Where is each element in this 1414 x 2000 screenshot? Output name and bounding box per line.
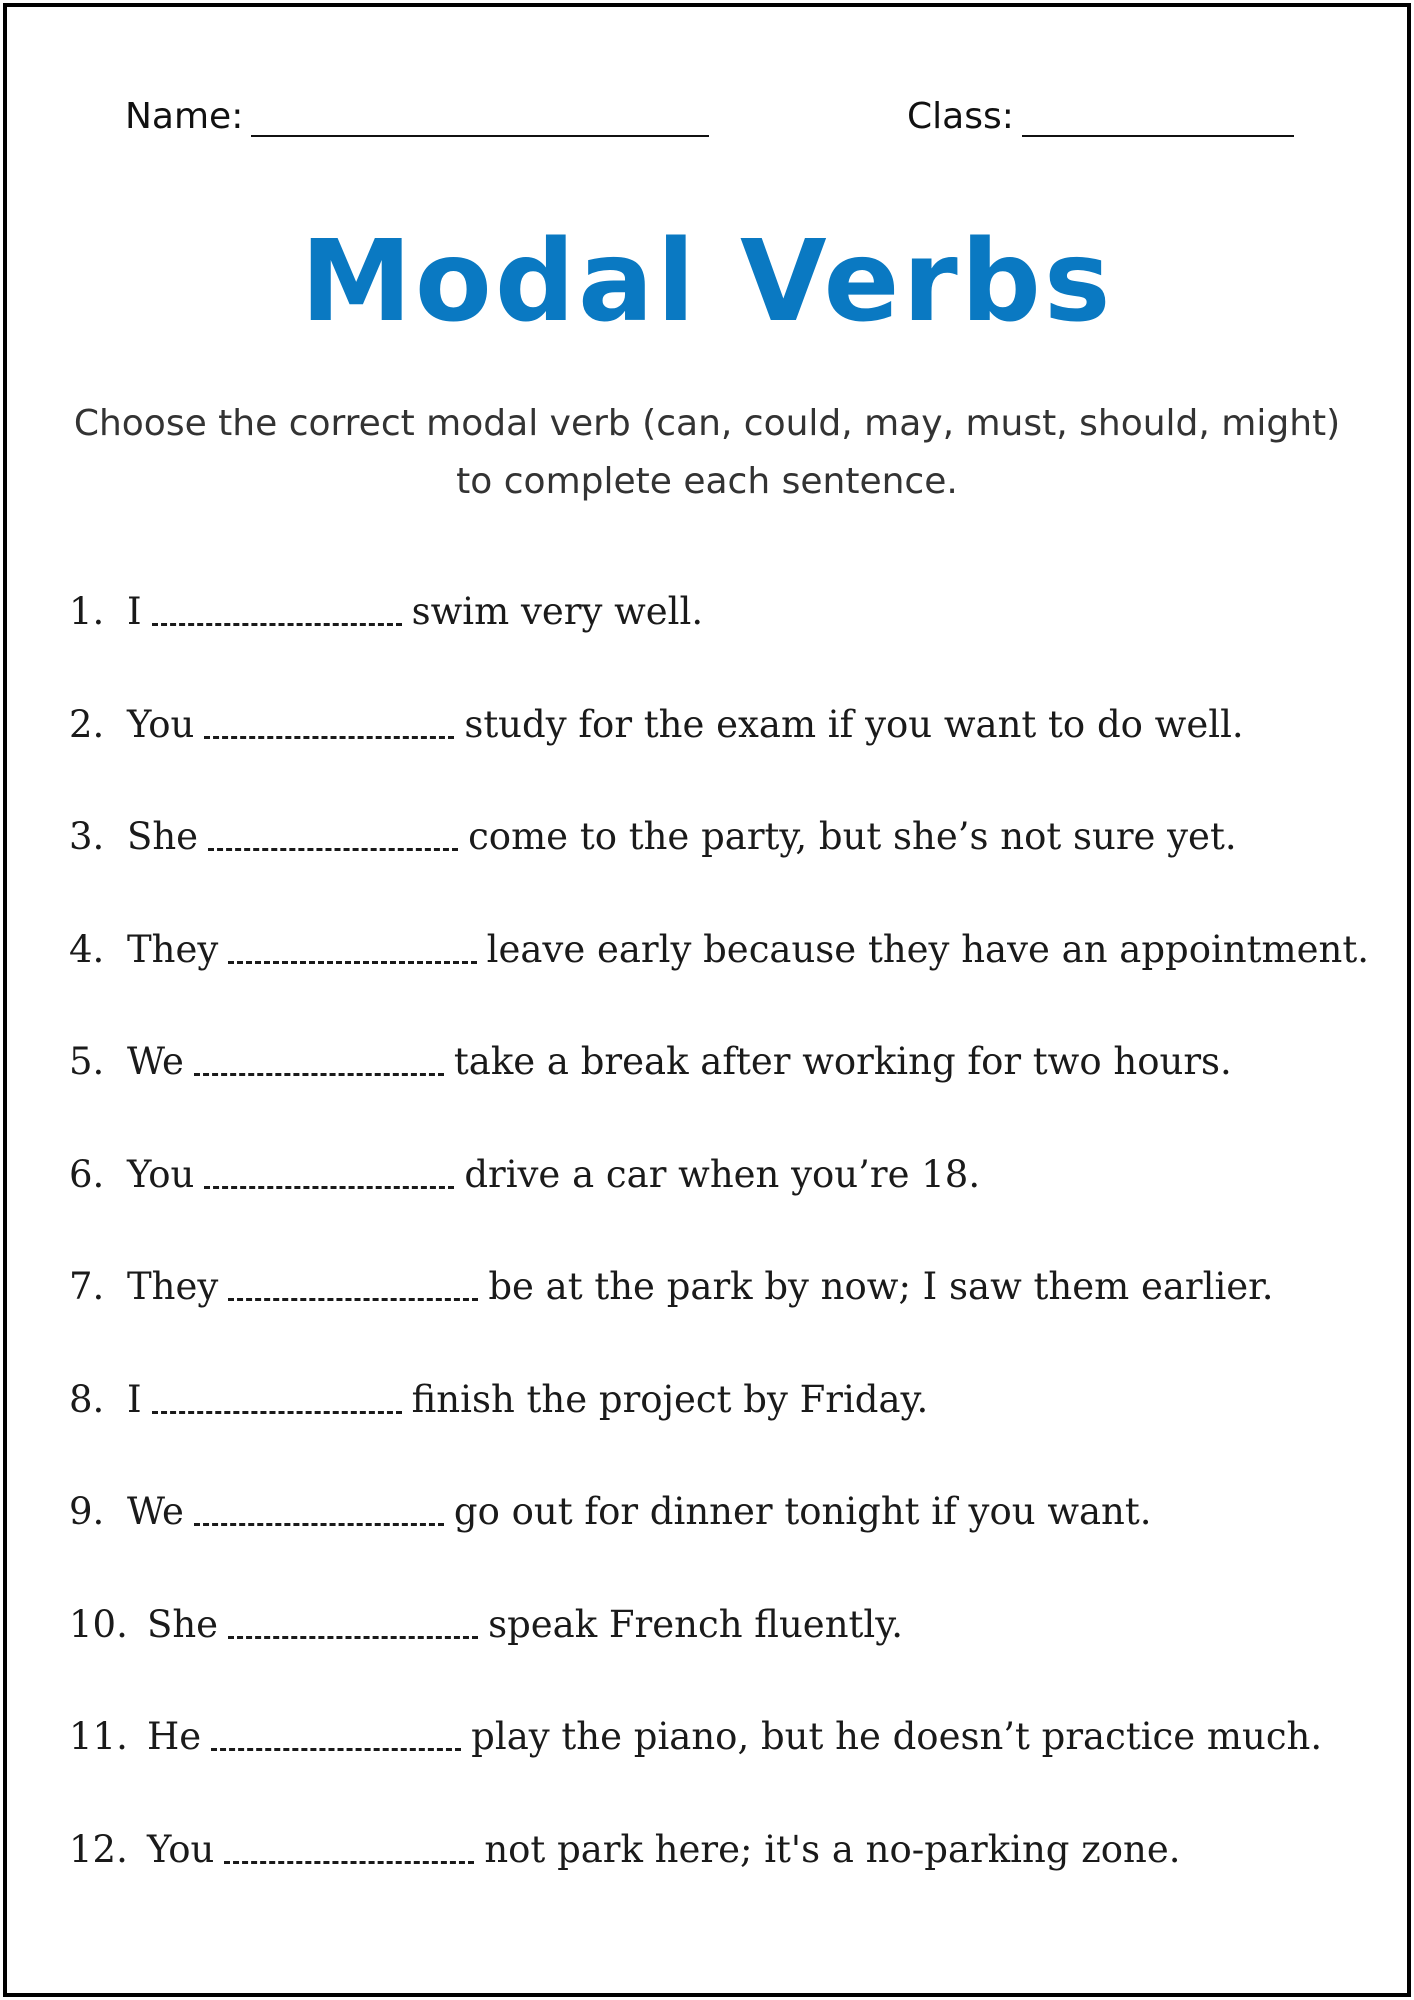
worksheet-page <box>3 3 1411 1997</box>
question-text: go out for dinner tonight if you want. <box>453 1490 1152 1533</box>
question-text: play the piano, but he doesn’t practice much. <box>471 1715 1323 1758</box>
answer-blank[interactable] <box>224 1825 474 1864</box>
question-subject: She <box>127 815 199 858</box>
answer-blank[interactable] <box>204 700 454 739</box>
question-text: speak French fluently. <box>488 1602 903 1646</box>
class-blank-line[interactable] <box>1022 95 1294 137</box>
instructions-line-2: to complete each sentence. <box>456 461 958 502</box>
instructions-line-1: Choose the correct modal verb (can, could, may, must, should, might) <box>73 403 1341 444</box>
question-subject: I <box>127 1377 142 1421</box>
answer-blank[interactable] <box>228 1600 478 1639</box>
question-number: 3. <box>69 815 105 858</box>
question-number: 11. <box>69 1715 128 1758</box>
answer-blank[interactable] <box>152 587 402 626</box>
question-8 <box>69 1375 1369 1488</box>
question-2 <box>69 700 1369 813</box>
question-number: 2. <box>69 702 105 746</box>
question-1 <box>69 587 1369 700</box>
question-list <box>69 587 1369 1937</box>
question-text: take a break after working for two hours. <box>453 1040 1232 1083</box>
question-text: drive a car when you’re 18. <box>464 1152 981 1196</box>
answer-blank[interactable] <box>228 1262 478 1301</box>
question-text: leave early because they have an appointment. <box>486 927 1369 971</box>
question-subject: She <box>147 1602 219 1646</box>
question-number: 10. <box>69 1602 128 1646</box>
question-6 <box>69 1150 1369 1263</box>
page-title: Modal Verbs <box>300 217 1114 347</box>
question-number: 5. <box>69 1040 105 1083</box>
question-5 <box>69 1037 1369 1150</box>
answer-blank[interactable] <box>208 812 458 851</box>
question-subject: You <box>147 1827 215 1871</box>
question-9 <box>69 1487 1369 1600</box>
question-7 <box>69 1262 1369 1375</box>
header-row <box>7 95 1407 145</box>
question-number: 4. <box>69 927 105 971</box>
question-number: 12. <box>69 1827 128 1871</box>
question-subject: We <box>127 1040 184 1083</box>
question-10 <box>69 1600 1369 1713</box>
question-number: 1. <box>69 590 105 633</box>
question-text: be at the park by now; I saw them earlier. <box>488 1265 1274 1308</box>
question-text: not park here; it's a no-parking zone. <box>484 1827 1181 1871</box>
instructions <box>47 395 1367 511</box>
question-text: finish the project by Friday. <box>411 1377 929 1421</box>
answer-blank[interactable] <box>152 1375 402 1414</box>
answer-blank[interactable] <box>211 1712 461 1751</box>
answer-blank[interactable] <box>228 925 476 964</box>
question-text: come to the party, but she’s not sure yet. <box>468 815 1237 858</box>
question-number: 9. <box>69 1490 105 1533</box>
question-subject: I <box>127 590 142 633</box>
answer-blank[interactable] <box>194 1487 444 1526</box>
answer-blank[interactable] <box>194 1037 444 1076</box>
question-3 <box>69 812 1369 925</box>
question-12 <box>69 1825 1369 1938</box>
class-field <box>907 95 1294 137</box>
class-label: Class: <box>907 96 1014 137</box>
question-text: swim very well. <box>411 590 704 633</box>
name-label: Name: <box>125 96 244 137</box>
name-field <box>125 95 709 137</box>
question-text: study for the exam if you want to do well. <box>464 702 1244 746</box>
question-4 <box>69 925 1369 1038</box>
question-subject: They <box>127 927 219 971</box>
question-number: 6. <box>69 1152 105 1196</box>
question-subject: He <box>147 1715 202 1758</box>
question-subject: You <box>127 1152 195 1196</box>
name-blank-line[interactable] <box>251 95 709 137</box>
question-number: 8. <box>69 1377 105 1421</box>
question-subject: We <box>127 1490 184 1533</box>
question-number: 7. <box>69 1265 105 1308</box>
question-11 <box>69 1712 1369 1825</box>
answer-blank[interactable] <box>204 1150 454 1189</box>
question-subject: You <box>127 702 195 746</box>
question-subject: They <box>127 1265 219 1308</box>
